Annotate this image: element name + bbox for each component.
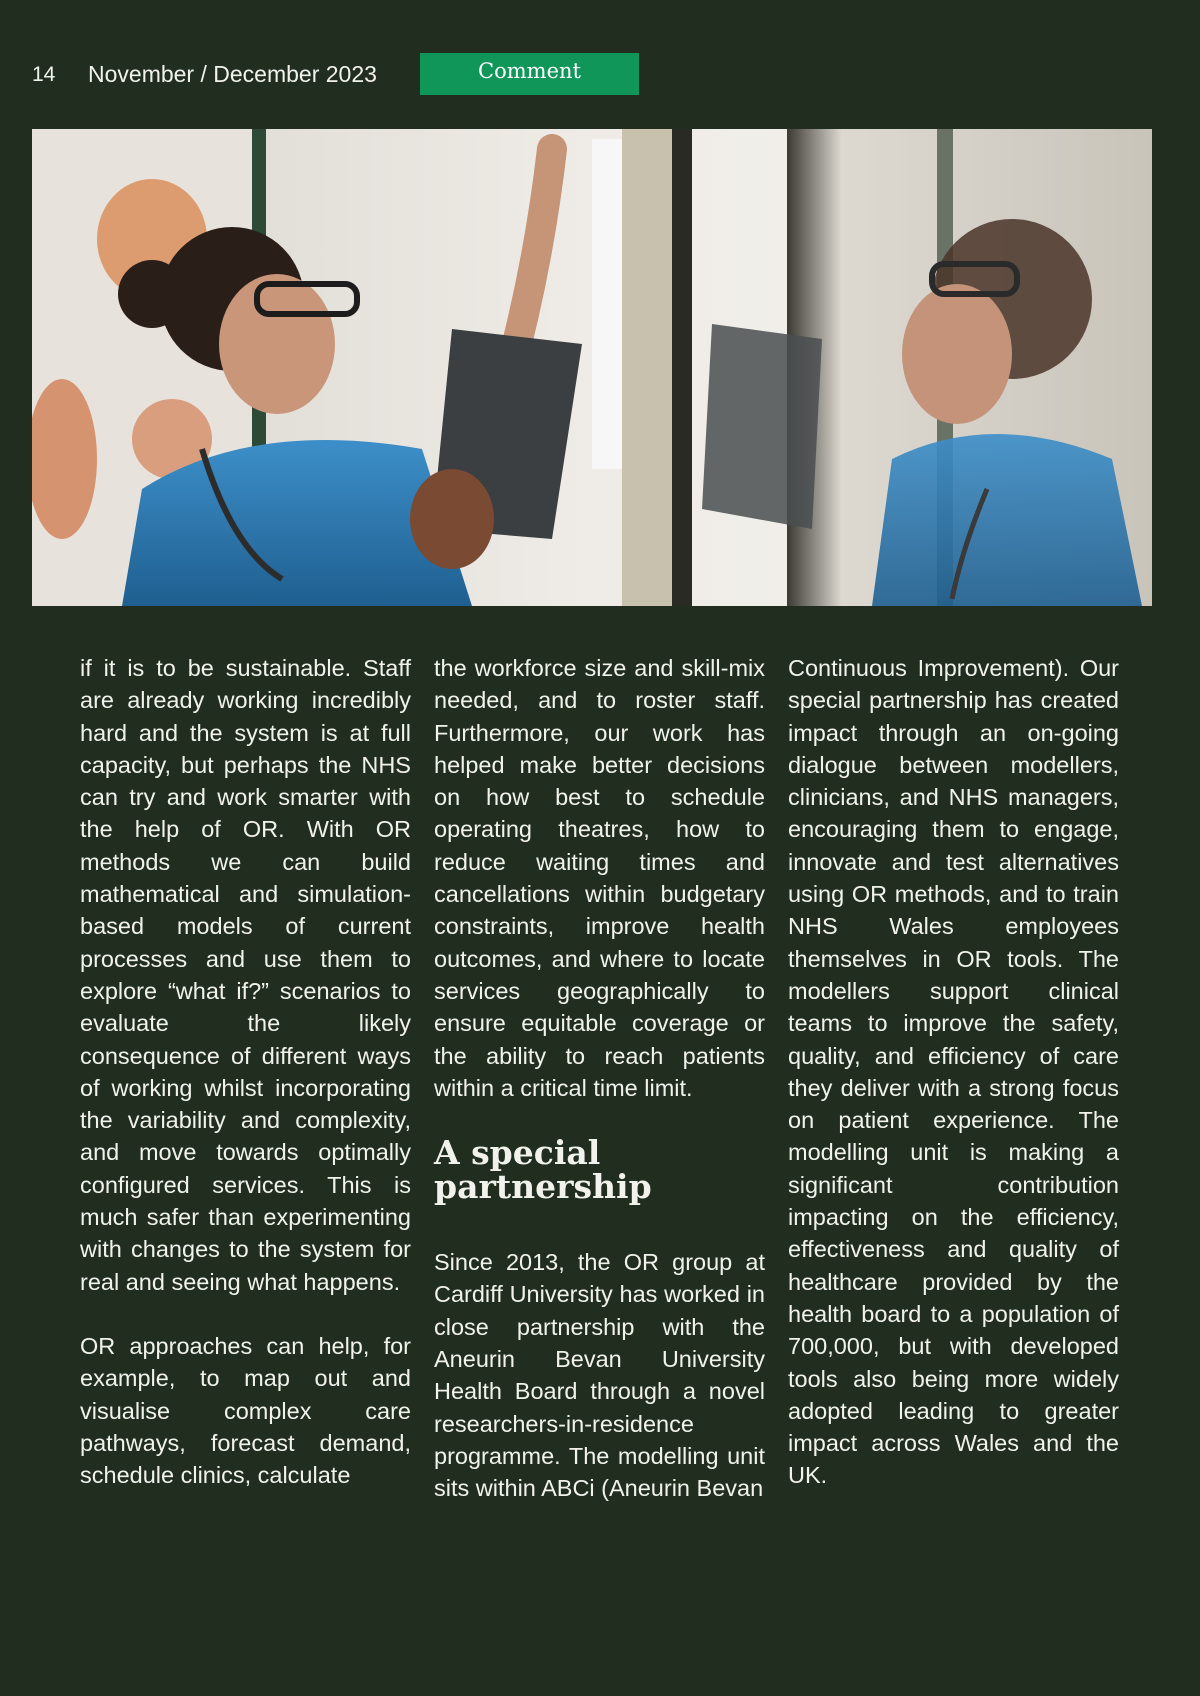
article-column-1 [80, 652, 411, 1523]
article-paragraph: the workforce size and skill-mix needed, and to roster staff. Furthermore, our work has helped make better decisions on how best to schedule operating theatres, how to reduce waiting times and cancellations within budgetary constraints, improve health outcomes, and where to locate services geographically to ensure equitable coverage or the ability to reach patients within a critical time limit. [434, 655, 765, 1101]
issue-date: November / December 2023 [88, 61, 377, 87]
article-column-3 [788, 652, 1119, 1524]
section-tag: Comment [420, 53, 639, 95]
article-paragraph: Continuous Improvement). Our special partnership has created impact through an on-going dialogue between modellers, clinicians, and NHS managers, encouraging them to engage, innovate and test alternatives using OR methods, and to train NHS Wales employees themselves in OR tools. The modellers support clinical teams to improve the safety, quality, and efficiency of care they deliver with a strong focus on patient experience. The modelling unit is making a significant contribution impacting on the efficiency, effectiveness and quality of healthcare provided by the health board to a population of 700,000, but with developed tools also being more widely adopted leading to greater impact across Wales and the UK. [788, 655, 1119, 1489]
page-header [32, 52, 1182, 96]
article-paragraph: OR approaches can help, for example, to map out and visualise complex care pathways, forecast demand, schedule clinics, calculate [80, 1332, 411, 1489]
nurse-examining-xray-photo [32, 129, 1152, 606]
subheading-line: A special [434, 1133, 601, 1173]
article-column-2 [434, 652, 765, 1537]
section-subheading [434, 1133, 765, 1207]
page-number: 14 [32, 63, 56, 86]
subheading-line: partnership [434, 1167, 652, 1207]
article-paragraph: if it is to be sustainable. Staff are already working incredibly hard and the system is at full capacity, but perhaps the NHS can try and work smarter with the help of OR. With OR methods we can build mathematical and simulation-based models of current processes and use them to explore “what if?” scenarios to evaluate the likely consequence of different ways of working whilst incorporating the variability and complexity, and move towards optimally configured services. This is much safer than experimenting with changes to the system for real and seeing what happens. [80, 655, 411, 1295]
photo-illustration [32, 129, 1152, 606]
article-paragraph: Since 2013, the OR group at Cardiff University has worked in close partnership with the Aneurin Bevan University Health Board through a novel researchers-in-residence programme. The modelling unit sits within ABCi (Aneurin Bevan [434, 1249, 765, 1502]
